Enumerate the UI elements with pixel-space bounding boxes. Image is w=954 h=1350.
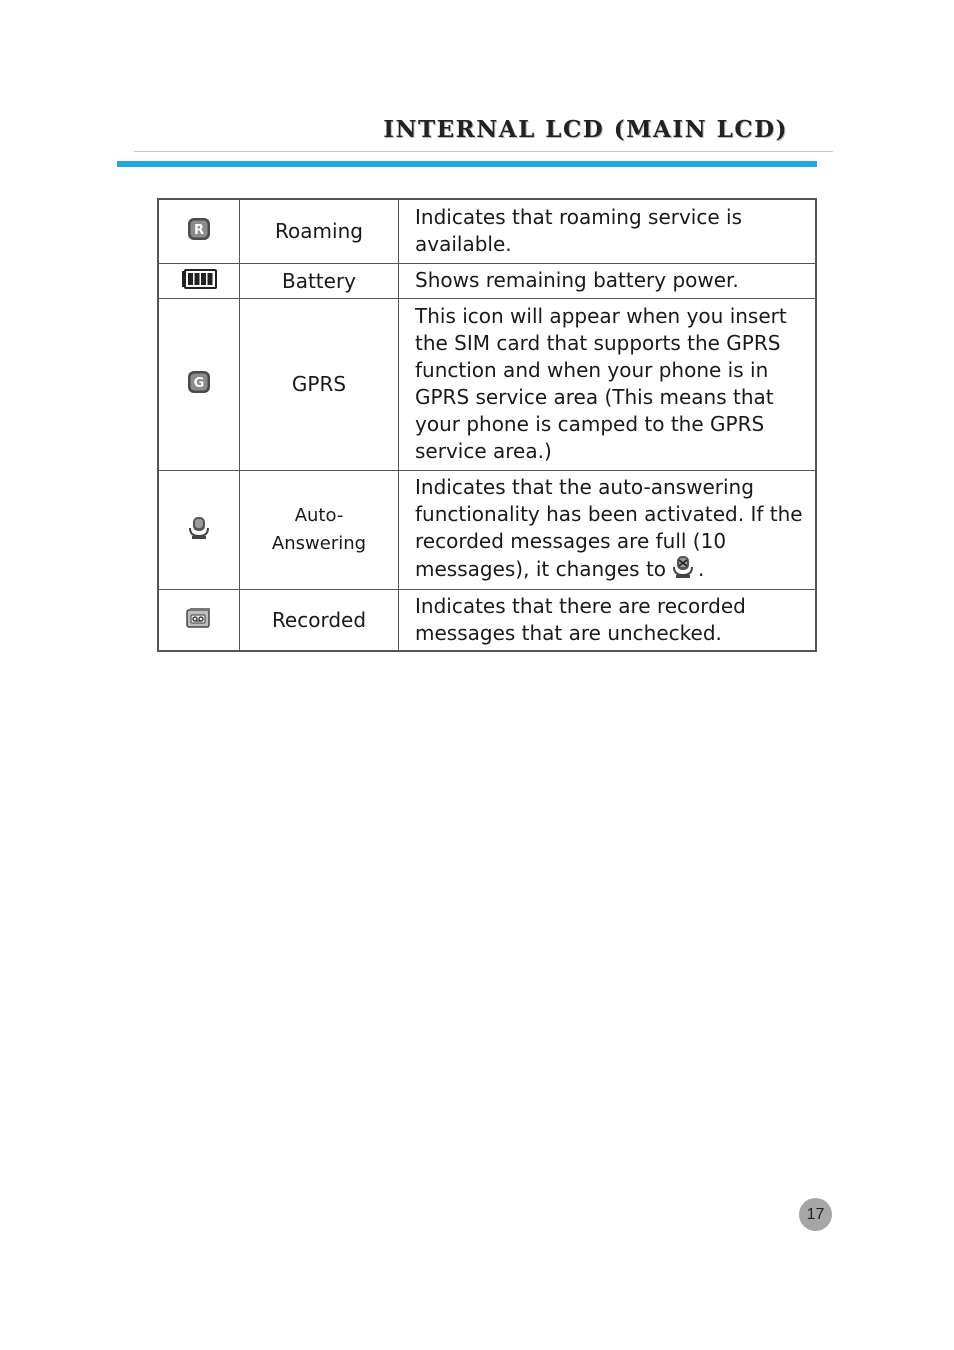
battery-icon <box>181 269 217 289</box>
icon-name <box>240 470 399 589</box>
auto-answering-full-icon <box>672 555 694 586</box>
icon-description: Indicates that roaming service is available. <box>399 199 817 263</box>
icon-name-line: Auto- <box>294 504 344 526</box>
icon-description: This icon will appear when you insert the SIM card that supports the GPRS function and when your phone is in GPRS service area (This means that your phone is camped to the GPRS service area.) <box>399 298 817 470</box>
icon-description: Shows remaining battery power. <box>399 263 817 298</box>
icon-name-line: Answering <box>271 532 367 554</box>
header-accent-bar <box>117 161 817 167</box>
icon-cell <box>158 199 240 263</box>
icon-name: Battery <box>240 263 399 298</box>
icon-cell <box>158 589 240 651</box>
svg-text:R: R <box>193 223 205 239</box>
table-row <box>158 298 816 470</box>
icon-name: GPRS <box>240 298 399 470</box>
icon-cell <box>158 298 240 470</box>
description-text: Indicates that the auto-answering functionality has been activated. If the recorded messages are full (10 messages), it changes to <box>415 474 803 581</box>
page-title: INTERNAL LCD (MAIN LCD) <box>383 116 788 143</box>
page-number: 17 <box>799 1198 832 1231</box>
icon-description <box>399 470 817 589</box>
table-row <box>158 199 816 263</box>
icon-cell <box>158 263 240 298</box>
recorded-icon <box>186 607 212 629</box>
icon-name: Roaming <box>240 199 399 263</box>
header-divider <box>134 151 833 152</box>
icon-cell <box>158 470 240 589</box>
table-row <box>158 470 816 589</box>
table-row <box>158 263 816 298</box>
icon-description: Indicates that there are recorded messages that are unchecked. <box>399 589 817 651</box>
icon-name: Recorded <box>240 589 399 651</box>
svg-text:G: G <box>193 376 205 391</box>
roaming-icon <box>187 217 211 241</box>
description-end: . <box>698 556 705 581</box>
table-row <box>158 589 816 651</box>
icon-table <box>157 198 817 652</box>
gprs-icon <box>187 370 211 394</box>
auto-answering-icon <box>188 516 210 540</box>
